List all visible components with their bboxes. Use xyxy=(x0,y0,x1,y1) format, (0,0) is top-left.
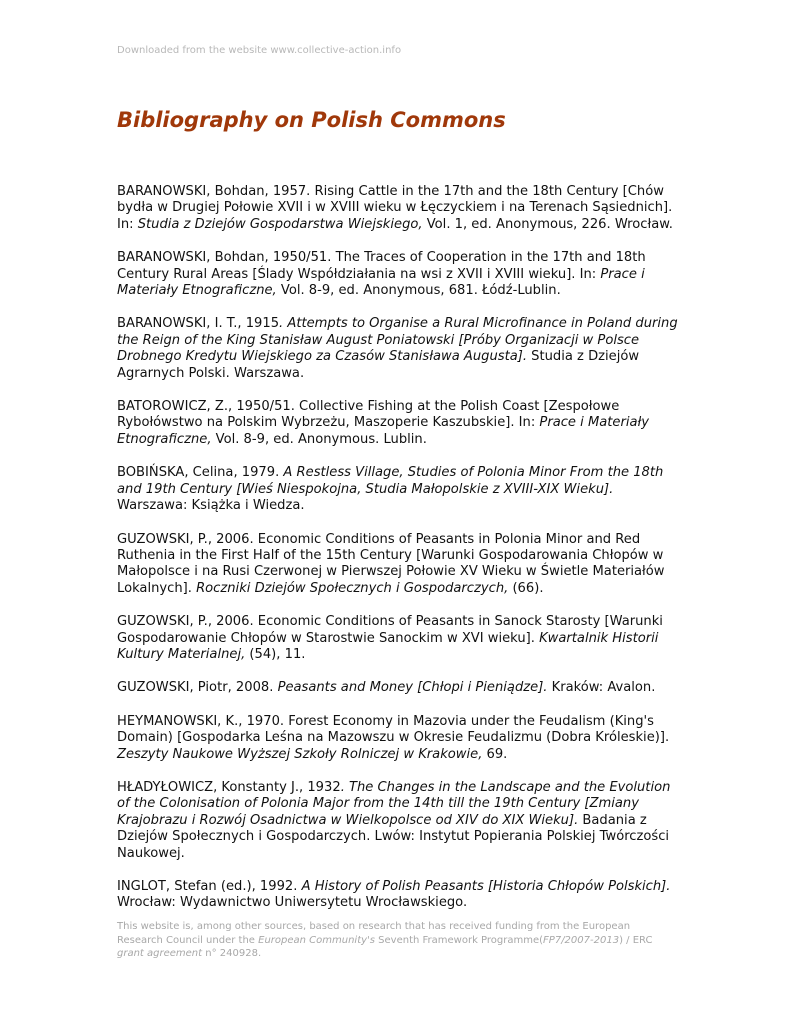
footer-italic: grant agreement xyxy=(117,948,203,959)
footer-text: ) / ERC xyxy=(619,934,653,946)
footer-text: Seventh Framework Programme( xyxy=(375,934,544,946)
entry-text: HEYMANOWSKI, K., 1970. Forest Economy in Mazovia under the Feudalism (King's Domain) [Gospodarka Leśna na Mazowszu w Okresie Feudalizmu (Dobra Króleskie)]. xyxy=(117,713,670,746)
entry-text: GUZOWSKI, P., 2006. Economic Conditions of Peasants in Polonia Minor and Red Ruthenia in the First Half of the 15th Century [Warunki Gospodarowania Chłopów w Małopolsce i na Rusi Czerwonej w Pierwszej Połowie XV Wieku w Świetle Materiałów Lokalnych]. xyxy=(117,531,665,596)
entry-text: Studia z Dziejów Agrarnych Polski. Warszawa. xyxy=(117,349,640,381)
footer-italic: European Community's xyxy=(258,934,375,946)
entry-text: BARANOWSKI, Bohdan, 1950/51. The Traces of Cooperation in the 17th and 18th Century Rural Areas [Ślady Współdziałania na wsi z XVII i XVIII wieku]. In: xyxy=(117,250,646,282)
entry-text: GUZOWSKI, Piotr, 2008. xyxy=(117,680,278,696)
entry-text: HŁADYŁOWICZ, Konstanty J., 1932 xyxy=(117,779,341,795)
entry-text: Vol. 8-9, ed. Anonymous, 681. Łódź-Lublin. xyxy=(276,283,561,299)
entry-italic-title: . The Changes in the Landscape and the Evolution of the Colonisation of Polonia Major from the 14th till the 19th Century [Zmiany Krajobrazu i Rozwój Osadnictwa w Wielkopolsce od XIV do XIX Wieku]. xyxy=(117,779,671,828)
entry-text: (54), 11. xyxy=(245,646,306,662)
entry-italic-title: A Restless Village, Studies of Polonia Minor From the 18th and 19th Century [Wieś Niespokojna, Studia Małopolskie z XVIII-XIX Wieku]. xyxy=(117,465,664,497)
entry-italic-title: Studia z Dziejów Gospodarstwa Wiejskiego, xyxy=(137,216,423,232)
footer-text: n° 240928. xyxy=(202,948,262,959)
bibliography-entry xyxy=(117,780,682,862)
entry-italic-title: Zeszyty Naukowe Wyższej Szkoły Rolniczej w Krakowie, xyxy=(117,746,483,762)
bibliography-entry xyxy=(117,184,682,233)
entry-text: BOBIŃSKA, Celina, 1979. xyxy=(117,465,284,481)
entry-italic-title: Kwartalnik Historii Kultury Materialnej, xyxy=(117,630,659,662)
entry-text: Warszawa: Książka i Wiedza. xyxy=(117,498,305,514)
entry-italic-title: Prace i Materiały Etnograficzne, xyxy=(117,266,645,299)
entry-text: Badania z Dziejów Społecznych i Gospodarczych. Lwów: Instytut Popierania Polskiej Twórczości Naukowej. xyxy=(117,812,670,861)
bibliography-entry xyxy=(117,399,682,448)
entry-text: Vol. 8-9, ed. Anonymous. Lublin. xyxy=(211,431,427,447)
download-source-note: Downloaded from the website www.collective-action.info xyxy=(117,45,402,56)
entry-text: BATOROWICZ, Z., 1950/51. Collective Fishing at the Polish Coast [Zespołowe Rybołówstwo na Polskim Wybrzeżu, Maszoperie Kaszubskie]. In: xyxy=(117,399,620,431)
entry-text: Vol. 1, ed. Anonymous, 226. Wrocław. xyxy=(422,216,673,232)
entry-text: GUZOWSKI, P., 2006. Economic Conditions of Peasants in Sanock Starosty [Warunki Gospodarowanie Chłopów w Starostwie Sanockim w XVI wieku]. xyxy=(117,614,663,646)
entry-italic-title: . Attempts to Organise a Rural Microfinance in Poland during the Reign of the King Stanisław August Poniatowski [Próby Organizacji w Polsce Drobnego Kredytu Wiejskiego za Czasów Stanisława Augusta]. xyxy=(117,316,678,365)
entry-text: BARANOWSKI, I. T., 1915 xyxy=(117,316,280,332)
bibliography-list xyxy=(117,184,682,929)
entry-italic-title: Peasants and Money [Chłopi i Pieniądze]. xyxy=(277,680,548,696)
bibliography-entry xyxy=(117,532,682,598)
funding-footer xyxy=(117,920,677,961)
footer-italic: FP7/2007-2013 xyxy=(543,934,620,946)
bibliography-entry xyxy=(117,879,682,912)
entry-italic-title: Roczniki Dziejów Społecznych i Gospodarczych, xyxy=(196,580,509,596)
page-title: Bibliography on Polish Commons xyxy=(117,108,506,132)
entry-italic-title: A History of Polish Peasants [Historia Chłopów Polskich]. xyxy=(301,879,671,894)
bibliography-entry xyxy=(117,714,682,763)
entry-text: Wrocław: Wydawnictwo Uniwersytetu Wrocławskiego. xyxy=(117,895,468,911)
bibliography-entry xyxy=(117,316,682,382)
entry-italic-title: Prace i Materiały Etnograficzne, xyxy=(117,415,650,447)
entry-text: Kraków: Avalon. xyxy=(547,680,656,696)
entry-text: BARANOWSKI, Bohdan, 1957. Rising Cattle in the 17th and the 18th Century [Chów bydła w Drugiej Połowie XVII i w XVIII wieku w Łęczyckiem i na Terenach Sąsiednich]. In: xyxy=(117,184,673,232)
entry-text: 69. xyxy=(482,746,508,762)
bibliography-entry xyxy=(117,250,682,299)
bibliography-entry xyxy=(117,614,682,663)
bibliography-entry xyxy=(117,465,682,514)
entry-text: INGLOT, Stefan (ed.), 1992. xyxy=(117,879,302,894)
bibliography-entry xyxy=(117,680,682,696)
entry-text: (66). xyxy=(508,580,544,596)
footer-text: This website is, among other sources, based on research that has received funding from the European Research Council under the xyxy=(117,921,631,946)
